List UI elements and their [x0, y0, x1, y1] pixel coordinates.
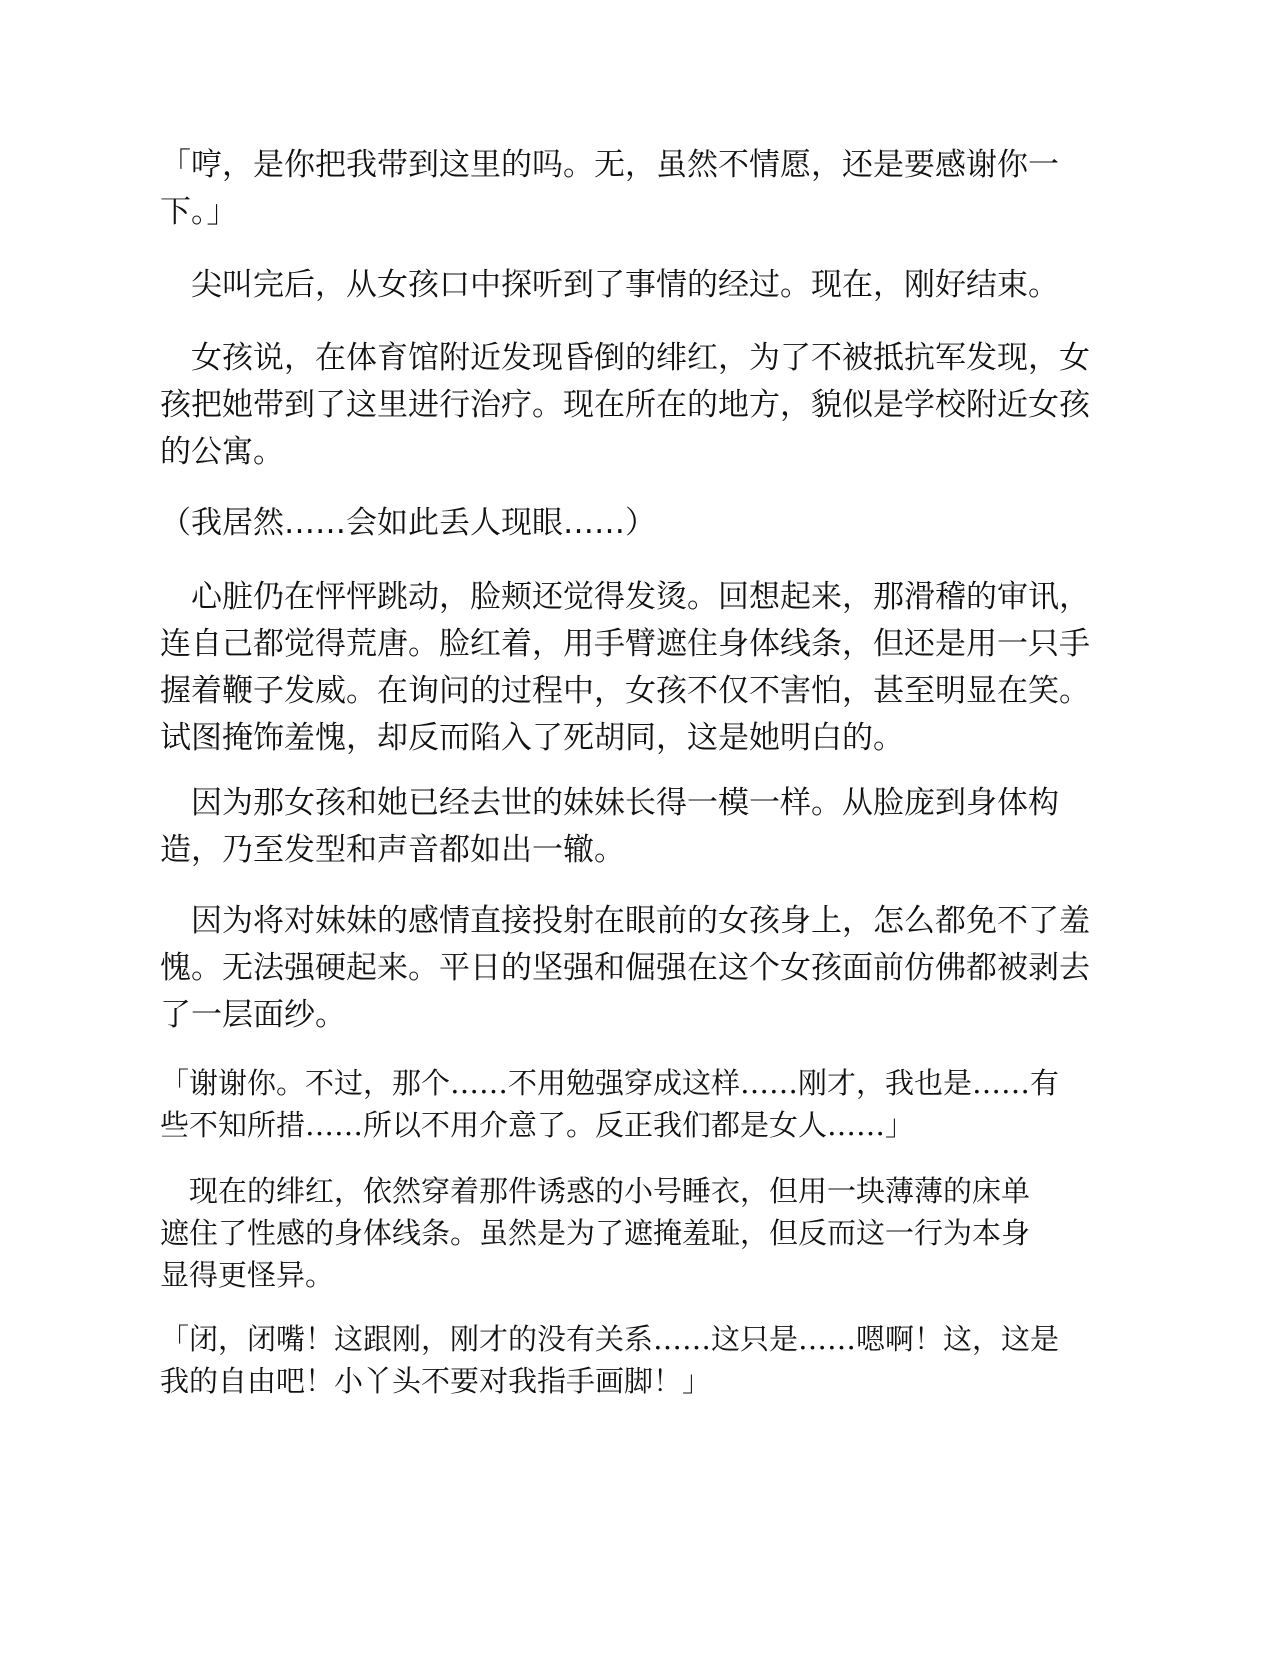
narration-paragraph-5: 因为将对妹妹的感情直接投射在眼前的女孩身上，怎么都免不了羞 愧。无法强硬起来。平日的坚强和倔强在这个女孩面前仿佛都被剥去 了一层面纱。	[160, 903, 1090, 1033]
narration-paragraph-3: 心脏仍在怦怦跳动，脸颊还觉得发烫。回想起来，那滑稽的审讯， 连自己都觉得荒唐。脸红着，用手臂遮住身体线条，但还是用一只手 握着鞭子发威。在询问的过程中，女孩不仅不害怕，甚至明显在笑。 试图掩饰羞愧，却反而陷入了死胡同，这是她明白的。	[160, 579, 1090, 756]
narration-paragraph-6: 现在的绯红，依然穿着那件诱惑的小号睡衣，但用一块薄薄的床单 遮住了性感的身体线条。虽然是为了遮掩羞耻，但反而这一行为本身 显得更怪异。	[160, 1174, 1031, 1292]
dialogue-paragraph-2: 「谢谢你。不过，那个……不用勉强穿成这样……刚才，我也是……有 些不知所措……所以不用介意了。反正我们都是女人……」	[160, 1066, 1060, 1142]
narration-paragraph-2: 女孩说，在体育馆附近发现昏倒的绯红，为了不被抵抗军发现，女 孩把她带到了这里进行治疗。现在所在的地方，貌似是学校附近女孩 的公寓。	[160, 340, 1090, 470]
narration-paragraph-4: 因为那女孩和她已经去世的妹妹长得一模一样。从脸庞到身体构 造，乃至发型和声音都如出一辙。	[160, 785, 1059, 868]
narration-paragraph-1: 尖叫完后，从女孩口中探听到了事情的经过。现在，刚好结束。	[160, 267, 1059, 303]
dialogue-paragraph-3: 「闭，闭嘴！这跟刚，刚才的没有关系……这只是……嗯啊！这，这是 我的自由吧！小丫头不要对我指手画脚！」	[160, 1322, 1060, 1398]
dialogue-paragraph-1: 「哼，是你把我带到这里的吗。无，虽然不情愿，还是要感谢你一 下。」	[160, 147, 1059, 230]
inner-thought-paragraph: （我居然……会如此丢人现眼……）	[160, 505, 656, 541]
